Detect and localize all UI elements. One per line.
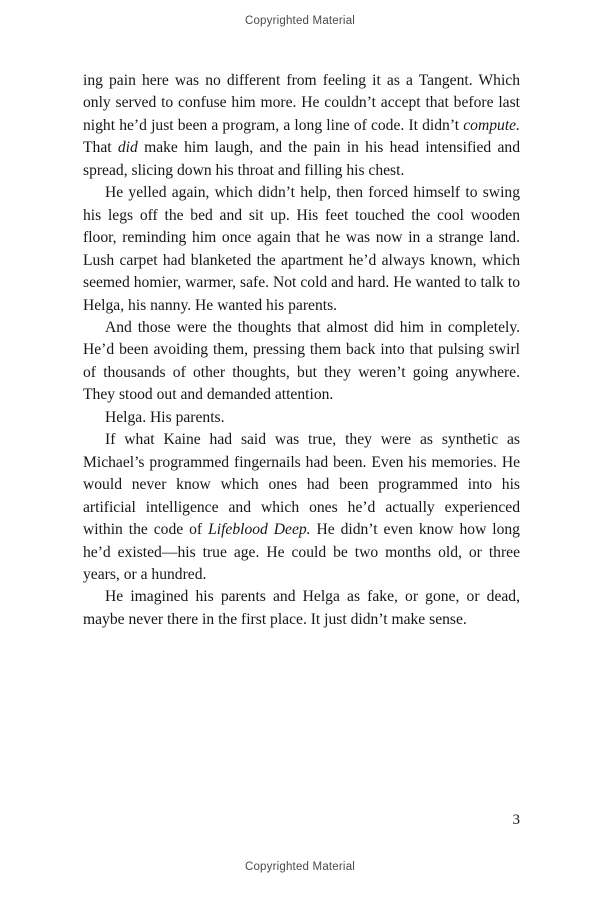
text-run: He yelled again, which didn’t help, then forced himself to swing his legs off the bed and sit up. His feet touched the cool wooden floor, reminding him once again that he was now in a strange land. Lush carpet had blanketed the apartment he’d always known, which seemed homier, warmer, safe. Not cold and hard. He wanted to talk to Helga, his nanny. He wanted his parents. bbox=[83, 184, 520, 314]
copyright-notice-top: Copyrighted Material bbox=[244, 15, 356, 27]
paragraph bbox=[83, 586, 520, 631]
text-run: make him laugh, and the pain in his head intensified and spread, slicing down his throat and filling his chest. bbox=[83, 139, 520, 179]
paragraph bbox=[83, 317, 520, 407]
paragraph bbox=[83, 429, 520, 586]
paragraph bbox=[83, 182, 520, 317]
text-run: And those were the thoughts that almost did him in completely. He’d been avoiding them, pressing them back into that pulsing swirl of thousands of other thoughts, but they weren’t going anywhere. They stood out and demanded attention. bbox=[83, 318, 520, 404]
italic-text-run: Lifeblood Deep. bbox=[208, 521, 311, 539]
italic-text-run: did bbox=[117, 139, 138, 157]
copyright-notice-bottom: Copyrighted Material bbox=[244, 861, 356, 873]
page-number: 3 bbox=[512, 812, 520, 828]
text-run: That bbox=[83, 139, 118, 157]
text-run: If what Kaine had said was true, they were as synthetic as Michael’s programmed fingernails had been. Even his memories. He would never know which ones had been programmed into his artificial intelligence and which ones he’d actually experienced within the code of bbox=[83, 431, 520, 539]
text-run: Helga. His parents. bbox=[105, 408, 225, 426]
text-run: ing pain here was no different from feeling it as a Tangent. Which only served to confuse him more. He couldn’t accept that before last night he’d just been a program, a long line of code. It didn’t bbox=[83, 72, 520, 134]
paragraph bbox=[83, 70, 520, 182]
text-run: He imagined his parents and Helga as fake, or gone, or dead, maybe never there in the first place. It just didn’t make sense. bbox=[83, 588, 520, 628]
page-body bbox=[83, 70, 520, 631]
italic-text-run: compute. bbox=[463, 116, 520, 134]
paragraph bbox=[83, 407, 520, 429]
text-run: He didn’t even know how long he’d existed—his true age. He could be two months old, or three years, or a hundred. bbox=[83, 521, 520, 583]
